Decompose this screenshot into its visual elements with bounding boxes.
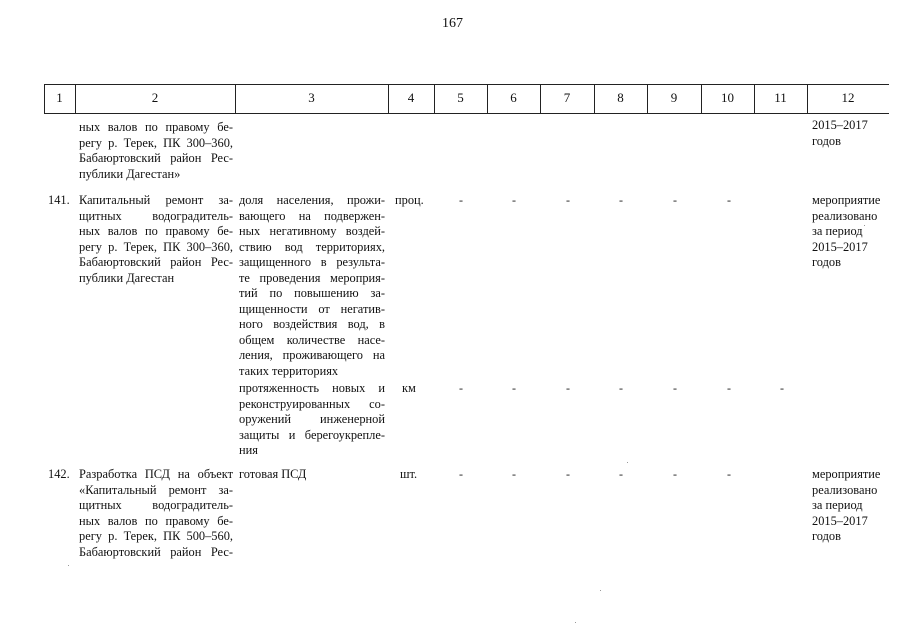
header-col-10: 10 — [721, 90, 734, 105]
row-142-number: 142. — [48, 467, 70, 481]
row-141-ind2-col11: - — [780, 381, 784, 395]
row-142-indicator-1: готовая ПСД — [239, 467, 307, 481]
scan-speck — [864, 225, 865, 226]
row-142-ind1-col9: - — [673, 467, 677, 481]
row-141-ind1-col9: - — [673, 193, 677, 207]
row-141-ind2-col8: - — [619, 381, 623, 395]
row-141-ind2-col9: - — [673, 381, 677, 395]
row-141-ind1-col8: - — [619, 193, 623, 207]
row-142-ind1-col6: - — [512, 467, 516, 481]
header-col-8: 8 — [617, 90, 624, 105]
header-bottom-border — [44, 113, 889, 114]
continuation-object-name: ных валов по правому бе- регу р. Терек, ПК 300–360, Бабаюртовский район Рес- публики Дагестан» — [79, 120, 233, 181]
row-141-ind2-col6: - — [512, 381, 516, 395]
page-number: 167 — [442, 16, 463, 31]
header-col-4: 4 — [407, 90, 415, 105]
row-142-note: мероприятие реализовано за период 2015–2017 годов — [812, 467, 881, 543]
header-col-9: 9 — [670, 90, 678, 105]
row-141-unit-2: км — [402, 381, 416, 395]
row-141-ind1-col10: - — [727, 193, 731, 207]
header-col-2: 2 — [151, 90, 159, 105]
header-col-12: 12 — [841, 90, 855, 105]
header-col-5: 5 — [457, 90, 464, 105]
header-col-3: 3 — [308, 90, 315, 105]
row-142-ind1-col10: - — [727, 467, 731, 481]
row-141-indicator-2: протяженность новых и реконструированных со- оружений инженерной защиты и берегоукрепле- ния — [239, 381, 385, 457]
row-141-ind1-col6: - — [512, 193, 516, 207]
row-141-unit-1: проц. — [395, 193, 424, 207]
row-141-ind1-col7: - — [566, 193, 570, 207]
row-141-ind2-col5: - — [459, 381, 463, 395]
row-141-ind2-col7: - — [566, 381, 570, 395]
row-141-number: 141. — [48, 193, 70, 207]
header-col-7: 7 — [563, 90, 571, 105]
row-142-ind1-col7: - — [566, 467, 570, 481]
row-141-indicator-1: доля населения, прожи- вающего на подвержен- ных негативному воздей- ствию вод территориях, защищенного в результа- те проведения мероприя- тий по повышению за- щищенности от негатив- ного воздействия вод, в общем количестве насе- ления, проживающего на таких территориях — [239, 193, 385, 378]
continuation-note: 2015–2017 годов — [812, 118, 868, 148]
row-141-note: мероприятие реализовано за период 2015–2017 годов — [812, 193, 881, 269]
header-col-11: 11 — [774, 90, 787, 105]
row-142-unit-1: шт. — [400, 467, 418, 481]
scan-speck — [68, 565, 69, 566]
header-col-6: 6 — [510, 90, 517, 105]
row-141-object-name: Капитальный ремонт за- щитных водоградитель- ных валов по правому бе- регу р. Терек, ПК 300–360, Бабаюртовский район Рес- публики Дагестан — [79, 193, 233, 285]
row-142-ind1-col5: - — [459, 467, 463, 481]
table-top-border — [44, 84, 889, 85]
row-141-ind2-col10: - — [727, 381, 731, 395]
header-col-1: 1 — [56, 90, 63, 105]
scan-speck — [600, 590, 601, 591]
row-142-ind1-col8: - — [619, 467, 623, 481]
row-141-ind1-col5: - — [459, 193, 463, 207]
scan-speck — [575, 622, 576, 623]
scan-speck — [627, 462, 628, 463]
row-142-object-name: Разработка ПСД на объект «Капитальный ремонт за- щитных водоградитель- ных валов по правому бе- регу р. Терек, ПК 500–560, Бабаюртовский район Рес- — [79, 467, 233, 559]
